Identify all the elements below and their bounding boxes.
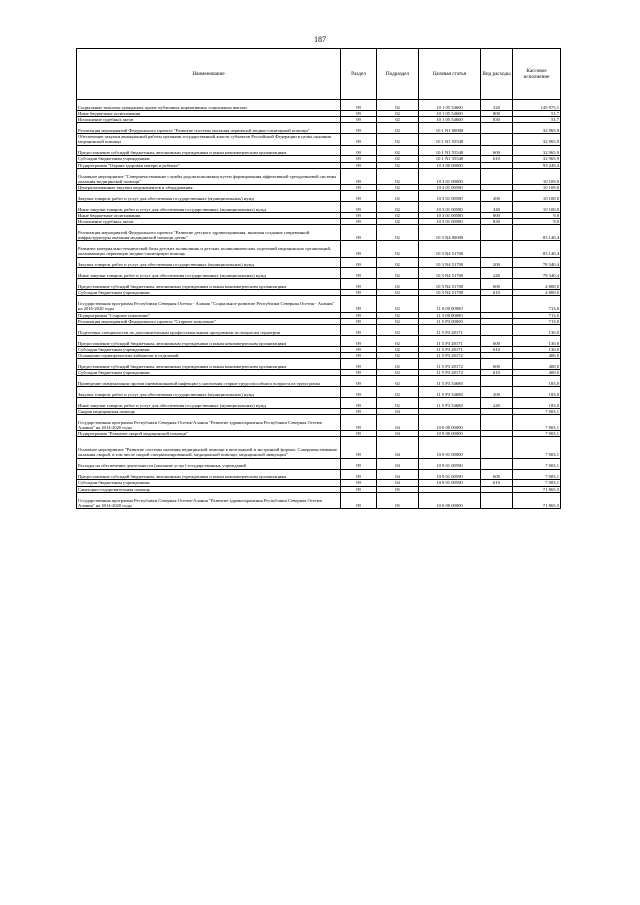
- table-row: [77, 100, 561, 111]
- cell-amt: 83 140,4: [513, 225, 561, 241]
- cell-sub: 02: [377, 318, 419, 324]
- cell-name: Иные закупки товаров, работ и услуг для обеспечения государственных (муниципальных) нужд: [77, 202, 341, 213]
- cell-target: 11 5 P3 54680: [419, 376, 481, 387]
- cell-amt: 10 100,0: [513, 191, 561, 202]
- cell-vr: 600: [481, 469, 513, 480]
- cell-vr: 600: [481, 359, 513, 370]
- cell-amt: 183,0: [513, 387, 561, 398]
- cell-target: 10 1 N1 55540: [419, 145, 481, 156]
- cell-name: Основное мероприятие "Развитие системы оказания медицинской помощи в неотложной и экстренной формах. Совершенствование оказания скорой, в том числе скорой специализированной, медицинской помощи, медицинской эвакуации": [77, 437, 341, 458]
- cell-vr: [481, 415, 513, 431]
- cell-amt: 7 003,1: [513, 408, 561, 414]
- cell-sub: 02: [377, 156, 419, 162]
- table-row: [77, 191, 561, 202]
- cell-sub: 02: [377, 398, 419, 409]
- cell-amt: 9,0: [513, 212, 561, 218]
- cell-amt: 71 865,5: [513, 486, 561, 492]
- cell-amt: 713,0: [513, 312, 561, 318]
- cell-sub: 02: [377, 191, 419, 202]
- cell-sec: 09: [341, 290, 377, 296]
- cell-amt: 32 965,9: [513, 156, 561, 162]
- cell-amt: 93 249,4: [513, 162, 561, 168]
- cell-amt: 9,0: [513, 219, 561, 225]
- cell-amt: 71 865,5: [513, 492, 561, 508]
- cell-amt: 10 100,0: [513, 202, 561, 213]
- table-row: [77, 324, 561, 335]
- cell-sec: 09: [341, 268, 377, 279]
- cell-sec: 09: [341, 312, 377, 318]
- table-row: [77, 492, 561, 508]
- cell-name: Подпрограмма "Старшее поколение": [77, 312, 341, 318]
- cell-sec: 09: [341, 184, 377, 190]
- cell-amt: 130,0: [513, 346, 561, 352]
- cell-target: 10 3 N4 51700: [419, 290, 481, 296]
- cell-name: Санаторно-оздоровительная помощь: [77, 486, 341, 492]
- cell-name: Подпрограмма "Охрана здоровья матери и ребенка": [77, 162, 341, 168]
- cell-name: Развитие материально-технической базы детских поликлиник и детских поликлинических отделений медицинских организаций, оказывающих первичную медико-санитарную помощь: [77, 241, 341, 257]
- cell-sub: 02: [377, 290, 419, 296]
- table-header-row: [77, 49, 561, 100]
- cell-sub: 02: [377, 184, 419, 190]
- cell-name: Субсидии бюджетным учреждениям: [77, 156, 341, 162]
- cell-name: Исполнение судебных актов: [77, 117, 341, 123]
- cell-target: 10 9 00 00000: [419, 431, 481, 437]
- cell-sub: 02: [377, 387, 419, 398]
- cell-target: 11 5 P3 28171: [419, 335, 481, 346]
- table-row: [77, 376, 561, 387]
- header-subsection: Подраздел: [377, 49, 419, 100]
- table-row: [77, 387, 561, 398]
- table-row: [77, 469, 561, 480]
- cell-sec: 09: [341, 212, 377, 218]
- cell-sec: 09: [341, 469, 377, 480]
- cell-name: Закупка товаров, работ и услуг для обеспечения государственных (муниципальных) нужд: [77, 191, 341, 202]
- table-row: [77, 398, 561, 409]
- cell-sub: 02: [377, 352, 419, 358]
- cell-sub: 02: [377, 123, 419, 134]
- cell-target: 10 3 N4 00000: [419, 225, 481, 241]
- cell-amt: 51,7: [513, 117, 561, 123]
- cell-name: Государственная программа Республики Северная Осетия-Алания "Развитие здравоохранения Республики Северная Осетия-Алания" на 2014-2020 годы: [77, 415, 341, 431]
- table-row: [77, 296, 561, 312]
- cell-target: 10 1 N1 00000: [419, 123, 481, 134]
- table-row: [77, 241, 561, 257]
- table-row: [77, 202, 561, 213]
- cell-amt: 7 003,1: [513, 458, 561, 469]
- cell-sub: 04: [377, 431, 419, 437]
- cell-sec: 09: [341, 408, 377, 414]
- cell-sub: 02: [377, 168, 419, 184]
- cell-target: 10 3 01 00580: [419, 184, 481, 190]
- table-row: [77, 335, 561, 346]
- table-row: [77, 225, 561, 241]
- cell-sec: 09: [341, 241, 377, 257]
- cell-name: Государственная программа Республики Северная Осетия-Алания "Развитие здравоохранения Республики Северная Осетия-Алания" на 2014-2020 годы: [77, 492, 341, 508]
- cell-name: Иные бюджетные ассигнования: [77, 212, 341, 218]
- cell-name: Субсидии бюджетным учреждениям: [77, 370, 341, 376]
- cell-target: 10 0 00 00000: [419, 415, 481, 431]
- cell-vr: 320: [481, 100, 513, 111]
- cell-target: 10 1 N1 55540: [419, 156, 481, 162]
- cell-sec: 09: [341, 335, 377, 346]
- cell-name: Подготовка специалистов по дополнительным профессиональным программам по вопросам гериатрии: [77, 324, 341, 335]
- cell-target: 10 3 01 00000: [419, 168, 481, 184]
- cell-amt: 7 003,1: [513, 437, 561, 458]
- cell-amt: 183,0: [513, 398, 561, 409]
- cell-target: 10 3 N4 51700: [419, 279, 481, 290]
- cell-vr: 240: [481, 398, 513, 409]
- cell-name: Расходы на обеспечение деятельности (оказание услуг) государственных учреждений: [77, 458, 341, 469]
- table-row: [77, 437, 561, 458]
- cell-sub: 04: [377, 415, 419, 431]
- cell-name: Оснащение гериатрических кабинетов и отделений: [77, 352, 341, 358]
- cell-vr: [481, 296, 513, 312]
- cell-sec: 09: [341, 318, 377, 324]
- cell-target: 10 9 01 00590: [419, 469, 481, 480]
- cell-vr: [481, 437, 513, 458]
- cell-amt: 32 965,9: [513, 145, 561, 156]
- cell-target: 10 0 00 00000: [419, 492, 481, 508]
- cell-sub: 02: [377, 312, 419, 318]
- cell-sub: 04: [377, 469, 419, 480]
- table-row: [77, 268, 561, 279]
- cell-amt: 83 140,4: [513, 241, 561, 257]
- cell-vr: 610: [481, 370, 513, 376]
- cell-sec: 09: [341, 110, 377, 116]
- cell-target: 10 3 01 00580: [419, 191, 481, 202]
- cell-vr: 240: [481, 202, 513, 213]
- cell-name: Подпрограмма "Развитие скорой медицинской помощи": [77, 431, 341, 437]
- cell-target: 10 9 01 00590: [419, 458, 481, 469]
- cell-sec: 09: [341, 480, 377, 486]
- cell-sec: 09: [341, 324, 377, 335]
- cell-sec: 09: [341, 398, 377, 409]
- cell-vr: 600: [481, 279, 513, 290]
- cell-target: 10 3 N4 51700: [419, 257, 481, 268]
- cell-target: 11 5 00 00000: [419, 312, 481, 318]
- cell-sub: 02: [377, 145, 419, 156]
- cell-sub: 02: [377, 370, 419, 376]
- cell-target: 11 5 P3 28172: [419, 352, 481, 358]
- header-amount: Кассовое исполнение: [513, 49, 561, 100]
- cell-target: 10 1 05 54600: [419, 110, 481, 116]
- cell-amt: 10 109,0: [513, 184, 561, 190]
- cell-sec: 09: [341, 296, 377, 312]
- cell-vr: 200: [481, 387, 513, 398]
- cell-sec: 09: [341, 225, 377, 241]
- cell-sub: 02: [377, 219, 419, 225]
- cell-target: 11 5 P3 00000: [419, 318, 481, 324]
- cell-name: Централизованные закупки медикаментов и оборудования: [77, 184, 341, 190]
- cell-amt: 130,0: [513, 335, 561, 346]
- cell-name: Обеспечение закупки авиационной работы органами государственной власти субъектов Российской Федерации в целях оказания медицинской помощи: [77, 134, 341, 145]
- cell-vr: 600: [481, 145, 513, 156]
- cell-name: Исполнение судебных актов: [77, 219, 341, 225]
- cell-sec: 09: [341, 370, 377, 376]
- cell-sec: 09: [341, 257, 377, 268]
- cell-name: Предоставление субсидий бюджетным, автономным учреждениям и иным некоммерческим организациям: [77, 335, 341, 346]
- cell-amt: 7 003,1: [513, 415, 561, 431]
- cell-target: 11 5 P3 28171: [419, 346, 481, 352]
- cell-amt: 183,0: [513, 376, 561, 387]
- cell-sub: 02: [377, 202, 419, 213]
- cell-target: 10 3 N4 51700: [419, 268, 481, 279]
- table-row: [77, 458, 561, 469]
- cell-vr: 830: [481, 219, 513, 225]
- table-row: [77, 123, 561, 134]
- cell-sec: 09: [341, 431, 377, 437]
- cell-amt: 713,0: [513, 296, 561, 312]
- cell-target: 11 5 P3 28172: [419, 370, 481, 376]
- cell-sub: 02: [377, 110, 419, 116]
- cell-amt: 51,7: [513, 110, 561, 116]
- cell-name: Закупка товаров, работ и услуг для обеспечения государственных (муниципальных) нужд: [77, 387, 341, 398]
- cell-name: Иные закупки товаров, работ и услуг для обеспечения государственных (муниципальных) нужд: [77, 268, 341, 279]
- cell-sec: 09: [341, 486, 377, 492]
- cell-sub: 02: [377, 100, 419, 111]
- cell-amt: 145 975,1: [513, 100, 561, 111]
- cell-sec: 09: [341, 145, 377, 156]
- cell-vr: 830: [481, 117, 513, 123]
- header-section: Раздел: [341, 49, 377, 100]
- cell-sec: 09: [341, 117, 377, 123]
- cell-sub: 02: [377, 324, 419, 335]
- cell-target: 10 1 N1 55540: [419, 134, 481, 145]
- cell-sec: 09: [341, 123, 377, 134]
- cell-name: Реализация мероприятий Федерального проекта "Развитие системы оказания первичной медико-санитарной помощи": [77, 123, 341, 134]
- cell-vr: [481, 225, 513, 241]
- cell-name: Предоставление субсидий бюджетным, автономным учреждениям и иным некоммерческим организациям: [77, 279, 341, 290]
- cell-name: Реализация мероприятий Федерального проекта "Развитие детского здравоохранения, включая создание современной инфраструктуры оказания медицинской помощи детям": [77, 225, 341, 241]
- cell-sec: 09: [341, 492, 377, 508]
- cell-vr: [481, 241, 513, 257]
- cell-vr: [481, 458, 513, 469]
- cell-target: 10 1 05 54600: [419, 117, 481, 123]
- cell-vr: 800: [481, 212, 513, 218]
- cell-sec: 09: [341, 352, 377, 358]
- cell-vr: 610: [481, 156, 513, 162]
- page-number: 187: [314, 35, 326, 44]
- cell-sec: 09: [341, 191, 377, 202]
- cell-vr: 600: [481, 335, 513, 346]
- cell-name: Субсидии бюджетным учреждениям: [77, 290, 341, 296]
- cell-sub: 02: [377, 279, 419, 290]
- cell-sub: 02: [377, 257, 419, 268]
- cell-target: 10 3 00 00000: [419, 162, 481, 168]
- cell-sec: 09: [341, 346, 377, 352]
- cell-target: 10 3 N4 51700: [419, 241, 481, 257]
- cell-amt: 400,0: [513, 352, 561, 358]
- table-row: [77, 359, 561, 370]
- cell-amt: 32 965,9: [513, 134, 561, 145]
- cell-target: 10 3 01 00580: [419, 212, 481, 218]
- cell-sub: 02: [377, 296, 419, 312]
- cell-amt: 7 003,1: [513, 431, 561, 437]
- cell-amt: 78 340,4: [513, 268, 561, 279]
- cell-sub: 04: [377, 480, 419, 486]
- cell-amt: 400,0: [513, 370, 561, 376]
- cell-name: Проведение иммунизации против пневмококковой инфекции у населения старше трудоспособного возраста из групп риска: [77, 376, 341, 387]
- cell-target: 11 5 P3 28171: [419, 324, 481, 335]
- cell-amt: 32 965,9: [513, 123, 561, 134]
- cell-sec: 09: [341, 458, 377, 469]
- cell-name: Реализация мероприятий Федерального проекта "Старшее поколение": [77, 318, 341, 324]
- cell-vr: 240: [481, 268, 513, 279]
- cell-vr: 610: [481, 290, 513, 296]
- table-row: [77, 134, 561, 145]
- cell-sec: 09: [341, 376, 377, 387]
- cell-sub: 02: [377, 335, 419, 346]
- cell-name: Скорая медицинская помощь: [77, 408, 341, 414]
- cell-sec: 09: [341, 134, 377, 145]
- cell-name: Основное мероприятие "Совершенствование службы родовспоможения путем формирования эффективной трехуровневой системы оказания медицинской помощи": [77, 168, 341, 184]
- cell-amt: 10 109,0: [513, 168, 561, 184]
- cell-sub: 02: [377, 241, 419, 257]
- cell-sec: 09: [341, 156, 377, 162]
- cell-amt: 7 003,1: [513, 480, 561, 486]
- cell-name: Закупка товаров, работ и услуг для обеспечения государственных (муниципальных) нужд: [77, 257, 341, 268]
- cell-target: 10 1 05 54600: [419, 100, 481, 111]
- cell-vr: [481, 376, 513, 387]
- cell-sec: 09: [341, 437, 377, 458]
- cell-vr: [481, 168, 513, 184]
- cell-target: 11 5 P3 28172: [419, 359, 481, 370]
- cell-amt: 130,0: [513, 324, 561, 335]
- cell-sub: 02: [377, 117, 419, 123]
- cell-target: 11 5 P3 54680: [419, 398, 481, 409]
- cell-target: 11 0 00 00000: [419, 296, 481, 312]
- cell-sub: 05: [377, 486, 419, 492]
- cell-sec: 09: [341, 415, 377, 431]
- cell-sub: 02: [377, 268, 419, 279]
- cell-vr: 200: [481, 191, 513, 202]
- cell-target: 10 3 01 00580: [419, 202, 481, 213]
- cell-vr: 200: [481, 257, 513, 268]
- cell-sec: 09: [341, 359, 377, 370]
- cell-sec: 09: [341, 387, 377, 398]
- table-row: [77, 415, 561, 431]
- cell-name: Государственная программа Республики Северная Осетия - Алания "Социальное развитие Республики Северная Осетия - Алания" на 2016-2020 годы: [77, 296, 341, 312]
- cell-sec: 09: [341, 202, 377, 213]
- cell-amt: 78 340,4: [513, 257, 561, 268]
- cell-amt: 713,0: [513, 318, 561, 324]
- cell-name: Предоставление субсидий бюджетным, автономным учреждениям и иным некоммерческим организациям: [77, 145, 341, 156]
- header-name: Наименование: [77, 49, 341, 100]
- cell-vr: 800: [481, 110, 513, 116]
- cell-vr: [481, 134, 513, 145]
- cell-sub: 02: [377, 134, 419, 145]
- cell-amt: 400,0: [513, 359, 561, 370]
- cell-name: Предоставление субсидий бюджетным, автономным учреждениям и иным некоммерческим организациям: [77, 359, 341, 370]
- table-row: [77, 145, 561, 156]
- cell-amt: 4 800,0: [513, 279, 561, 290]
- cell-target: 10 9 01 00000: [419, 437, 481, 458]
- cell-target: 10 9 01 00590: [419, 480, 481, 486]
- cell-name: Предоставление субсидий бюджетным, автономным учреждениям и иным некоммерческим организациям: [77, 469, 341, 480]
- cell-sec: 09: [341, 168, 377, 184]
- table-row: [77, 168, 561, 184]
- cell-name: Субсидии бюджетным учреждениям: [77, 346, 341, 352]
- table-body: [77, 100, 561, 509]
- header-expense-type: Вид расходы: [481, 49, 513, 100]
- cell-sub: 02: [377, 346, 419, 352]
- cell-sub: 02: [377, 359, 419, 370]
- cell-vr: 610: [481, 346, 513, 352]
- cell-name: Иные закупки товаров, работ и услуг для обеспечения государственных (муниципальных) нужд: [77, 398, 341, 409]
- cell-vr: [481, 492, 513, 508]
- cell-amt: 7 003,1: [513, 469, 561, 480]
- budget-table: [76, 48, 561, 509]
- cell-amt: 4 800,0: [513, 290, 561, 296]
- cell-name: Иные бюджетные ассигнования: [77, 110, 341, 116]
- cell-target: 10 3 01 00580: [419, 219, 481, 225]
- cell-sub: 02: [377, 162, 419, 168]
- cell-sub: 02: [377, 212, 419, 218]
- cell-sec: 09: [341, 279, 377, 290]
- cell-sub: 04: [377, 458, 419, 469]
- cell-vr: 610: [481, 480, 513, 486]
- table-row: [77, 257, 561, 268]
- cell-name: Субсидии бюджетным учреждениям: [77, 480, 341, 486]
- table-row: [77, 279, 561, 290]
- cell-sub: 02: [377, 225, 419, 241]
- cell-sec: 09: [341, 162, 377, 168]
- cell-sub: 05: [377, 492, 419, 508]
- cell-vr: [481, 123, 513, 134]
- cell-name: Социальные выплаты гражданам, кроме публичных нормативных социальных выплат: [77, 100, 341, 111]
- cell-vr: [481, 324, 513, 335]
- header-target: Целевая статья: [419, 49, 481, 100]
- cell-sec: 09: [341, 100, 377, 111]
- cell-sub: 04: [377, 408, 419, 414]
- cell-sub: 04: [377, 437, 419, 458]
- cell-sec: 09: [341, 219, 377, 225]
- cell-sub: 02: [377, 376, 419, 387]
- cell-target: 11 5 P3 54680: [419, 387, 481, 398]
